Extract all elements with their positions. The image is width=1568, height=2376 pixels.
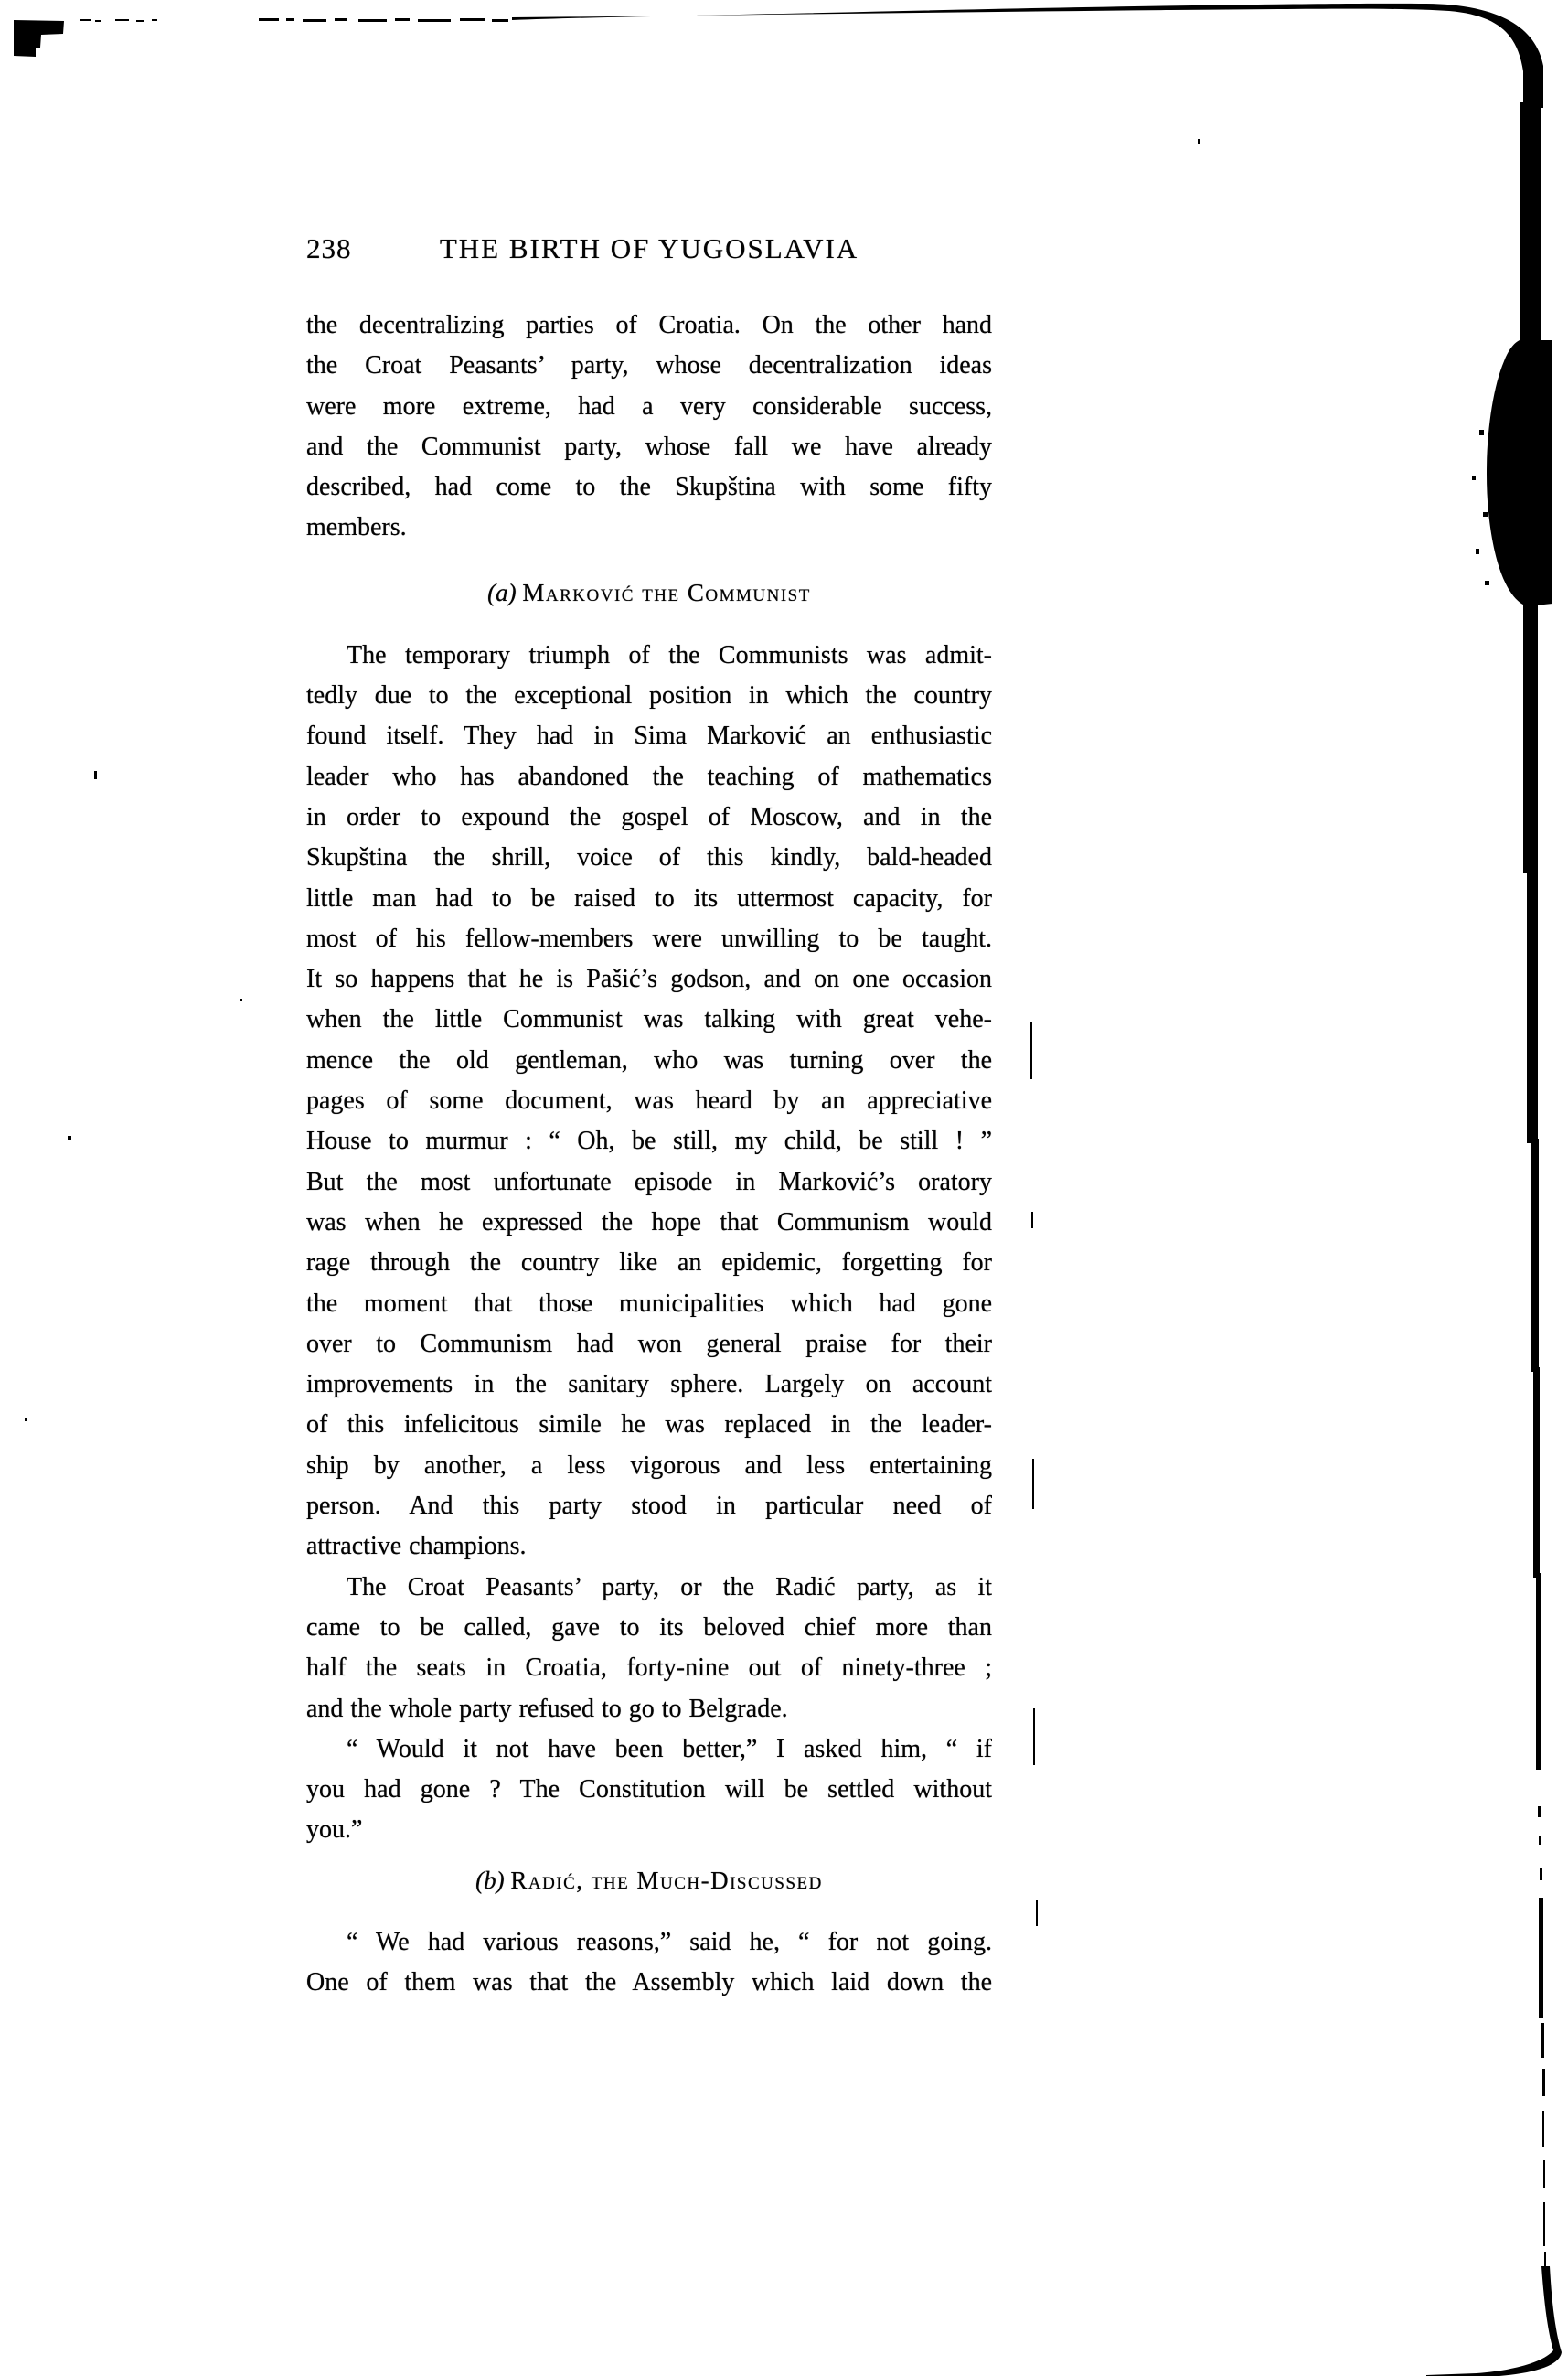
paragraph bbox=[306, 1568, 992, 1729]
text-line: the moment that those municipalities which had gone bbox=[306, 1289, 992, 1318]
paragraph bbox=[306, 1922, 992, 2004]
text-line: leader who has abandoned the teaching of mathematics bbox=[306, 762, 992, 791]
text-line: The Croat Peasants’ party, or the Radić party, as it bbox=[347, 1572, 992, 1601]
text-line: members. bbox=[306, 513, 407, 542]
text-line: ship by another, a less vigorous and less entertaining bbox=[306, 1450, 992, 1480]
bottom-hook-artifact bbox=[1426, 2266, 1562, 2376]
section-heading-label: (a) bbox=[487, 578, 517, 606]
gutter-line-artifact bbox=[1520, 102, 1541, 344]
text-line: and the Communist party, whose fall we have already bbox=[306, 432, 992, 461]
text-line: you had gone ? The Constitution will be settled without bbox=[306, 1775, 992, 1804]
ink-blob-artifact bbox=[1487, 340, 1552, 606]
text-line: found itself. They had in Sima Marković an enthusiastic bbox=[306, 722, 992, 751]
text-line: It so happens that he is Pašić’s godson, and on one occasion bbox=[306, 965, 992, 994]
paragraph bbox=[306, 305, 992, 549]
corner-wedge-artifact bbox=[14, 20, 64, 57]
text-line: mence the old gentleman, who was turning over the bbox=[306, 1045, 992, 1075]
text-line: attractive champions. bbox=[306, 1532, 527, 1561]
text-line: “ Would it not have been better,” I asked him, “ if bbox=[347, 1734, 992, 1763]
paragraph bbox=[306, 1729, 992, 1851]
text-line: the decentralizing parties of Croatia. On the other hand bbox=[306, 311, 992, 339]
text-line: little man had to be raised to its uttermost capacity, for bbox=[306, 883, 992, 913]
section-heading bbox=[306, 574, 992, 611]
page-number: 238 bbox=[306, 232, 352, 264]
text-line: when the little Communist was talking with great vehe- bbox=[306, 1005, 992, 1034]
book-page bbox=[306, 230, 992, 2003]
text-line: and the whole party refused to go to Belgrade. bbox=[306, 1694, 788, 1723]
section-heading-title: Radić, the Much-Discussed bbox=[510, 1866, 823, 1894]
text-line: half the seats in Croatia, forty-nine out of ninety-three ; bbox=[306, 1654, 992, 1683]
text-line: Skupština the shrill, voice of this kindly, bald-headed bbox=[306, 843, 992, 872]
paragraph bbox=[306, 636, 992, 1568]
text-line: came to be called, gave to its beloved chief more than bbox=[306, 1612, 992, 1642]
text-line: was when he expressed the hope that Communism would bbox=[306, 1207, 992, 1236]
text-line: rage through the country like an epidemic, forgetting for bbox=[306, 1248, 992, 1278]
text-line: “ We had various reasons,” said he, “ for not going. bbox=[347, 1927, 992, 1956]
text-line: over to Communism had won general praise for their bbox=[306, 1329, 992, 1358]
text-line: the Croat Peasants’ party, whose decentralization ideas bbox=[306, 351, 992, 380]
text-line: most of his fellow-members were unwilling to be taught. bbox=[306, 924, 992, 953]
text-line: person. And this party stood in particular need of bbox=[306, 1492, 992, 1521]
text-line: tedly due to the exceptional position in which the country bbox=[306, 681, 992, 711]
section-heading-title: Marković the Communist bbox=[522, 578, 811, 606]
section-heading bbox=[306, 1862, 992, 1899]
text-line: you.” bbox=[306, 1815, 363, 1845]
text-line: of this infelicitous simile he was replaced in the leader- bbox=[306, 1410, 992, 1440]
text-line: in order to expound the gospel of Moscow, and in the bbox=[306, 802, 992, 831]
section-heading-label: (b) bbox=[475, 1866, 505, 1894]
text-line: One of them was that the Assembly which laid down the bbox=[306, 1967, 992, 1996]
running-title: THE BIRTH OF YUGOSLAVIA bbox=[439, 232, 859, 264]
text-line: improvements in the sanitary sphere. Largely on account bbox=[306, 1370, 992, 1399]
text-line: pages of some document, was heard by an appreciative bbox=[306, 1086, 992, 1116]
text-line: The temporary triumph of the Communists was admit- bbox=[347, 640, 992, 669]
text-line: described, had come to the Skupština with some fifty bbox=[306, 473, 992, 502]
text-line: But the most unfortunate episode in Marković’s oratory bbox=[306, 1167, 992, 1196]
text-line: were more extreme, had a very considerable success, bbox=[306, 391, 992, 421]
page-header bbox=[306, 230, 992, 267]
page-body bbox=[306, 305, 992, 2003]
top-rule-artifact bbox=[512, 4, 1543, 108]
text-line: House to murmur : “ Oh, be still, my child, be still ! ” bbox=[306, 1127, 992, 1156]
